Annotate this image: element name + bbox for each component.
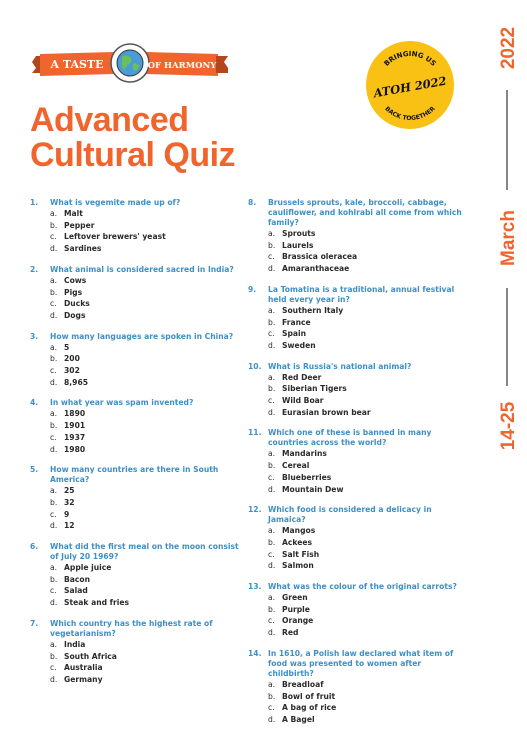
answer-option bbox=[248, 472, 463, 484]
option-text: South Africa bbox=[64, 651, 117, 661]
question-text: What was the colour of the original carrots? bbox=[268, 582, 457, 592]
question-number: 10. bbox=[248, 361, 262, 371]
quiz-question bbox=[30, 265, 240, 322]
option-letter: d. bbox=[268, 714, 276, 724]
quiz-column-right bbox=[248, 198, 463, 736]
option-text: Salad bbox=[64, 586, 88, 596]
question-header bbox=[248, 362, 463, 372]
dates-range: 14-25 bbox=[498, 401, 519, 451]
answer-option bbox=[248, 317, 463, 329]
question-header bbox=[248, 582, 463, 592]
answer-option bbox=[30, 342, 240, 354]
question-text: Which country has the highest rate of vegetarianism? bbox=[50, 618, 213, 638]
question-header bbox=[30, 542, 240, 562]
option-text: Siberian Tigers bbox=[282, 384, 347, 394]
quiz-question bbox=[248, 505, 463, 572]
answer-option bbox=[248, 679, 463, 691]
quiz-column-left bbox=[30, 198, 240, 696]
option-text: Pepper bbox=[64, 220, 95, 230]
option-letter: d. bbox=[50, 244, 58, 254]
option-text: Red bbox=[282, 628, 299, 638]
option-text: Steak and fries bbox=[64, 598, 129, 608]
answer-option bbox=[248, 691, 463, 703]
question-number: 6. bbox=[30, 542, 39, 552]
quiz-question bbox=[248, 362, 463, 419]
question-header bbox=[248, 285, 463, 305]
option-letter: a. bbox=[268, 593, 276, 603]
option-letter: c. bbox=[50, 663, 57, 673]
question-number: 1. bbox=[30, 198, 39, 207]
logo-right-text: OF HARMONY bbox=[147, 61, 217, 71]
question-text: What is vegemite made up of? bbox=[50, 198, 181, 207]
option-letter: d. bbox=[268, 407, 276, 417]
option-text: Bowl of fruit bbox=[282, 691, 336, 701]
answer-option bbox=[30, 275, 240, 287]
question-header bbox=[30, 619, 240, 639]
option-letter: a. bbox=[268, 372, 276, 382]
option-letter: d. bbox=[50, 674, 58, 684]
answer-option bbox=[248, 228, 463, 240]
option-letter: a. bbox=[268, 305, 276, 315]
option-letter: c. bbox=[268, 703, 275, 713]
option-text: 302 bbox=[64, 366, 80, 376]
question-text: How many languages are spoken in China? bbox=[50, 331, 234, 341]
question-text: What did the first meal on the moon consist of July 20 1969? bbox=[50, 542, 239, 562]
option-text: 32 bbox=[64, 497, 75, 507]
answer-option bbox=[30, 408, 240, 420]
option-letter: d. bbox=[268, 561, 276, 571]
quiz-question bbox=[248, 285, 463, 352]
option-letter: b. bbox=[268, 537, 276, 547]
option-text: Germany bbox=[64, 674, 103, 684]
option-letter: b. bbox=[268, 384, 276, 394]
option-text: Blueberries bbox=[282, 472, 332, 482]
option-letter: b. bbox=[50, 574, 58, 584]
option-text: Leftover brewers' yeast bbox=[64, 232, 166, 242]
option-letter: c. bbox=[268, 616, 275, 626]
quiz-question bbox=[30, 619, 240, 686]
question-text: La Tomatina is a traditional, annual festival held every year in? bbox=[268, 284, 455, 304]
question-number: 11. bbox=[248, 428, 262, 438]
title-line-1: Advanced bbox=[30, 101, 189, 139]
answer-option bbox=[248, 395, 463, 407]
quiz-question bbox=[248, 198, 463, 275]
option-text: 200 bbox=[64, 354, 80, 364]
dates-year: 2022 bbox=[498, 26, 519, 70]
quiz-question bbox=[30, 465, 240, 532]
option-text: Mangos bbox=[282, 526, 316, 536]
option-letter: a. bbox=[268, 229, 276, 238]
option-letter: c. bbox=[268, 549, 275, 559]
option-letter: d. bbox=[50, 377, 58, 387]
option-text: 9 bbox=[64, 509, 70, 519]
option-text: Eurasian brown bear bbox=[282, 407, 371, 417]
option-letter: b. bbox=[268, 691, 276, 701]
option-text: 1937 bbox=[64, 432, 86, 442]
answer-option bbox=[248, 340, 463, 352]
answer-option bbox=[30, 220, 240, 232]
question-text: Brussels sprouts, kale, broccoli, cabbage, cauliflower, and kohlrabi all come from which family? bbox=[268, 198, 462, 227]
quiz-question bbox=[30, 398, 240, 455]
option-text: Sprouts bbox=[282, 229, 316, 238]
question-header bbox=[30, 332, 240, 342]
option-text: Cereal bbox=[282, 461, 310, 471]
option-text: A bag of rice bbox=[282, 703, 337, 713]
option-letter: a. bbox=[50, 342, 58, 352]
question-text: In 1610, a Polish law declared what item of food was presented to women after childbirth? bbox=[268, 648, 454, 678]
option-letter: a. bbox=[50, 275, 58, 285]
option-letter: d. bbox=[268, 340, 276, 350]
option-text: Amaranthaceae bbox=[282, 264, 350, 274]
question-text: How many countries are there in South America? bbox=[50, 465, 219, 485]
option-text: India bbox=[64, 639, 86, 649]
answer-option bbox=[30, 651, 240, 663]
answer-option bbox=[30, 287, 240, 299]
option-letter: c. bbox=[50, 509, 57, 519]
answer-option bbox=[248, 240, 463, 252]
option-letter: a. bbox=[50, 409, 58, 419]
question-text: Which food is considered a delicacy in Jamaica? bbox=[268, 505, 432, 525]
question-header bbox=[30, 398, 240, 408]
badge-top-text: BRINGING US bbox=[382, 49, 438, 68]
page-title bbox=[30, 103, 235, 173]
question-number: 4. bbox=[30, 398, 39, 408]
option-letter: c. bbox=[268, 472, 275, 482]
question-text: In what year was spam invented? bbox=[50, 398, 194, 408]
answer-option bbox=[248, 484, 463, 496]
question-header bbox=[248, 428, 463, 448]
answer-option bbox=[248, 263, 463, 275]
option-text: Bacon bbox=[64, 574, 91, 584]
answer-option bbox=[30, 497, 240, 509]
question-header bbox=[30, 465, 240, 485]
option-letter: b. bbox=[50, 421, 58, 431]
answer-option bbox=[30, 365, 240, 377]
option-text: Mandarins bbox=[282, 449, 327, 459]
option-letter: d. bbox=[50, 598, 58, 608]
answer-option bbox=[30, 485, 240, 497]
option-letter: a. bbox=[50, 563, 58, 573]
option-text: Laurels bbox=[282, 240, 314, 250]
logo-left-text: A TASTE bbox=[50, 58, 104, 71]
answer-option bbox=[30, 662, 240, 674]
question-number: 12. bbox=[248, 505, 262, 515]
option-letter: c. bbox=[50, 366, 57, 376]
option-letter: b. bbox=[50, 287, 58, 297]
option-text: Sweden bbox=[282, 340, 316, 350]
option-text: 5 bbox=[64, 342, 70, 352]
option-letter: a. bbox=[268, 679, 276, 689]
option-text: Red Deer bbox=[282, 372, 322, 382]
option-text: Salmon bbox=[282, 561, 314, 571]
option-letter: b. bbox=[50, 651, 58, 661]
answer-option bbox=[30, 574, 240, 586]
answer-option bbox=[248, 627, 463, 639]
event-dates bbox=[492, 14, 520, 460]
answer-option bbox=[248, 460, 463, 472]
option-text: Cows bbox=[64, 275, 87, 285]
quiz-question bbox=[30, 198, 240, 255]
answer-option bbox=[248, 383, 463, 395]
option-text: Purple bbox=[282, 604, 310, 614]
quiz-question bbox=[248, 582, 463, 639]
answer-option bbox=[30, 208, 240, 220]
option-text: Ducks bbox=[64, 299, 90, 309]
answer-option bbox=[248, 448, 463, 460]
question-header bbox=[30, 198, 240, 208]
answer-option bbox=[30, 674, 240, 686]
answer-option bbox=[30, 585, 240, 597]
option-letter: d. bbox=[50, 310, 58, 320]
answer-option bbox=[30, 562, 240, 574]
answer-option bbox=[30, 353, 240, 365]
dates-month: March bbox=[498, 210, 519, 266]
title-line-2: Cultural Quiz bbox=[30, 136, 236, 174]
option-letter: a. bbox=[268, 526, 276, 536]
answer-option bbox=[30, 639, 240, 651]
quiz-question bbox=[30, 542, 240, 609]
badge-main-text: ATOH 2022 bbox=[372, 73, 448, 101]
option-letter: a. bbox=[50, 486, 58, 496]
answer-option bbox=[30, 432, 240, 444]
question-number: 9. bbox=[248, 284, 257, 294]
option-letter: b. bbox=[50, 220, 58, 230]
option-text: 25 bbox=[64, 486, 75, 496]
answer-option bbox=[248, 615, 463, 627]
answer-option bbox=[248, 604, 463, 616]
option-text: 8,965 bbox=[64, 377, 89, 387]
question-header bbox=[30, 265, 240, 275]
option-text: Australia bbox=[64, 663, 103, 673]
question-number: 7. bbox=[30, 618, 39, 628]
option-text: 1980 bbox=[64, 444, 86, 454]
answer-option bbox=[248, 549, 463, 561]
answer-option bbox=[30, 377, 240, 389]
question-number: 5. bbox=[30, 465, 39, 475]
question-number: 8. bbox=[248, 198, 257, 207]
answer-option bbox=[248, 305, 463, 317]
option-letter: b. bbox=[268, 317, 276, 327]
question-text: Which one of these is banned in many countries across the world? bbox=[268, 428, 432, 448]
answer-option bbox=[248, 560, 463, 572]
answer-option bbox=[30, 310, 240, 322]
question-number: 3. bbox=[30, 331, 39, 341]
option-letter: d. bbox=[268, 628, 276, 638]
option-text: Sardines bbox=[64, 244, 102, 254]
option-letter: c. bbox=[50, 299, 57, 309]
option-letter: c. bbox=[50, 586, 57, 596]
option-text: Dogs bbox=[64, 310, 86, 320]
answer-option bbox=[248, 525, 463, 537]
answer-option bbox=[30, 231, 240, 243]
option-text: Orange bbox=[282, 616, 314, 626]
answer-option bbox=[248, 714, 463, 726]
answer-option bbox=[30, 444, 240, 456]
option-letter: c. bbox=[268, 396, 275, 406]
option-letter: a. bbox=[50, 209, 58, 218]
logo bbox=[30, 42, 230, 84]
answer-option bbox=[30, 243, 240, 255]
option-text: 1901 bbox=[64, 421, 86, 431]
option-letter: a. bbox=[268, 449, 276, 459]
event-badge bbox=[365, 40, 455, 130]
question-header bbox=[248, 505, 463, 525]
question-number: 13. bbox=[248, 582, 262, 592]
question-text: What animal is considered sacred in India? bbox=[50, 264, 234, 274]
question-header bbox=[248, 198, 463, 228]
option-letter: b. bbox=[268, 461, 276, 471]
answer-option bbox=[248, 407, 463, 419]
answer-option bbox=[248, 702, 463, 714]
answer-option bbox=[30, 298, 240, 310]
answer-option bbox=[248, 537, 463, 549]
option-text: 12 bbox=[64, 521, 75, 531]
option-text: Spain bbox=[282, 329, 307, 339]
answer-option bbox=[30, 597, 240, 609]
option-text: 1890 bbox=[64, 409, 86, 419]
option-text: Green bbox=[282, 593, 308, 603]
option-text: Salt Fish bbox=[282, 549, 320, 559]
answer-option bbox=[30, 420, 240, 432]
option-letter: d. bbox=[50, 444, 58, 454]
option-letter: c. bbox=[50, 432, 57, 442]
quiz-question bbox=[248, 649, 463, 726]
question-number: 14. bbox=[248, 648, 262, 658]
answer-option bbox=[30, 520, 240, 532]
option-text: Wild Boar bbox=[282, 396, 324, 406]
quiz-question bbox=[30, 332, 240, 389]
option-text: Brassica oleracea bbox=[282, 252, 358, 262]
answer-option bbox=[248, 372, 463, 384]
option-text: A Bagel bbox=[282, 714, 315, 724]
option-text: Ackees bbox=[282, 537, 313, 547]
option-letter: c. bbox=[268, 329, 275, 339]
badge-bottom-text: BACK TOGETHER bbox=[383, 105, 437, 123]
option-letter: b. bbox=[50, 354, 58, 364]
option-text: Southern Italy bbox=[282, 305, 344, 315]
option-letter: c. bbox=[50, 232, 57, 242]
option-letter: d. bbox=[268, 264, 276, 274]
option-letter: a. bbox=[50, 639, 58, 649]
option-letter: d. bbox=[268, 484, 276, 494]
option-letter: b. bbox=[268, 604, 276, 614]
option-text: Apple juice bbox=[64, 563, 112, 573]
option-text: Malt bbox=[64, 209, 83, 218]
answer-option bbox=[248, 328, 463, 340]
option-text: Breadloaf bbox=[282, 679, 324, 689]
answer-option bbox=[248, 251, 463, 263]
option-text: Mountain Dew bbox=[282, 484, 344, 494]
question-text: What is Russia's national animal? bbox=[268, 361, 412, 371]
option-text: France bbox=[282, 317, 311, 327]
option-letter: b. bbox=[50, 497, 58, 507]
option-letter: c. bbox=[268, 252, 275, 262]
option-letter: d. bbox=[50, 521, 58, 531]
answer-option bbox=[30, 509, 240, 521]
answer-option bbox=[248, 592, 463, 604]
option-letter: b. bbox=[268, 240, 276, 250]
question-number: 2. bbox=[30, 264, 39, 274]
quiz-question bbox=[248, 428, 463, 495]
question-header bbox=[248, 649, 463, 679]
option-text: Pigs bbox=[64, 287, 83, 297]
